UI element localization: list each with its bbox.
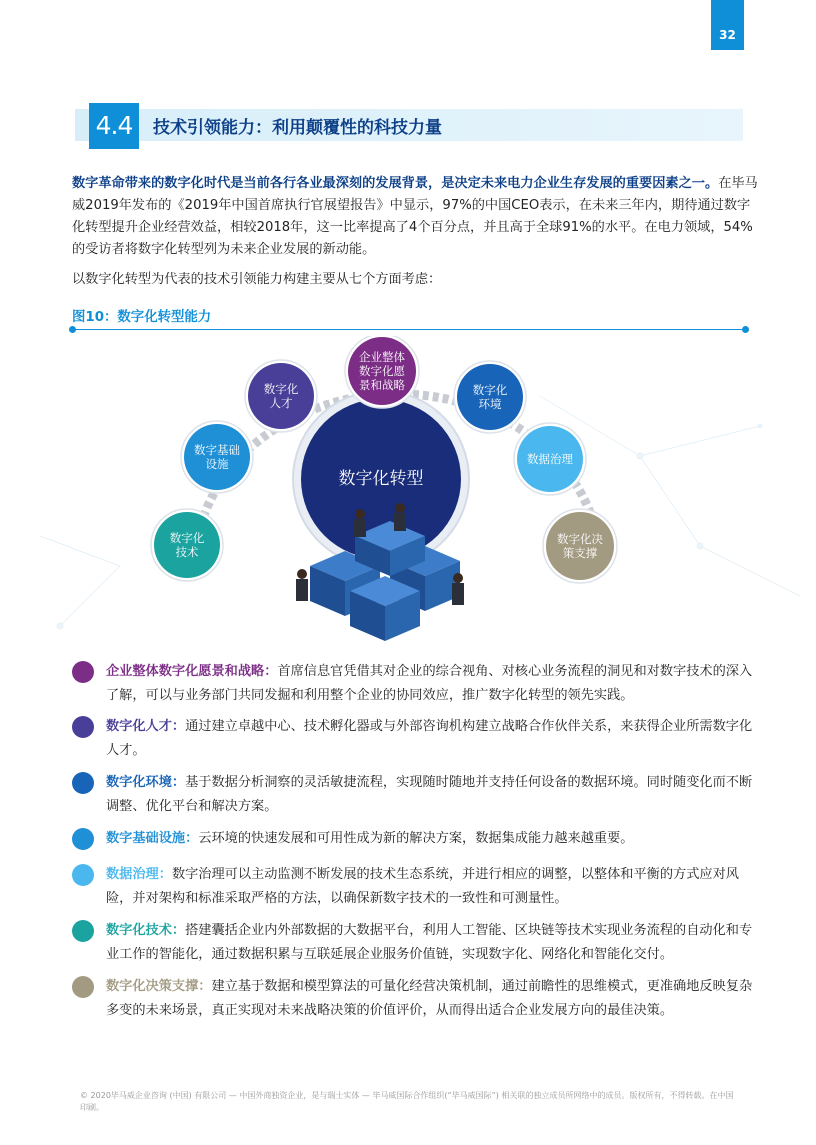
figure-rule: [72, 329, 746, 330]
capability-item-term: 数字化技术：: [106, 923, 186, 938]
capability-item: [72, 660, 762, 708]
capability-item-text: [106, 660, 762, 708]
capability-item-term: 数据治理：: [106, 867, 172, 882]
capability-item: [72, 975, 762, 1023]
capability-item: [72, 771, 762, 819]
capability-item-description: 搭建囊括企业内外部数据的大数据平台，利用人工智能、区块链等技术实现业务流程的自动化和专业工作的智能化，通过数据积累与互联延展企业服务价值链，实现数字化、网络化和智能化交付。: [106, 923, 753, 962]
capability-item-term: 企业整体数字化愿景和战略：: [106, 664, 278, 679]
capability-item: [72, 827, 762, 851]
capability-item: [72, 715, 762, 763]
capability-item-description: 通过建立卓越中心、技术孵化器或与外部咨询机构建立战略合作伙伴关系，来获得企业所需数字化人才。: [106, 719, 753, 758]
capability-item-text: [106, 771, 762, 819]
capability-node-label: 技术: [175, 545, 199, 559]
capability-item: [72, 919, 762, 967]
capability-item-text: [106, 715, 762, 763]
capability-node-label: 数字化: [472, 383, 508, 397]
capability-node-label: 数字化: [263, 382, 299, 396]
capability-node-label: 策支撑: [562, 546, 598, 560]
bullet-dot-icon: [72, 976, 94, 998]
capability-node-label: 数据治理: [527, 452, 573, 466]
capability-node: [454, 361, 526, 433]
bullet-dot-icon: [72, 661, 94, 683]
figure-rule-dot-right: [742, 326, 749, 333]
capability-node-label: 环境: [478, 397, 502, 411]
digital-transformation-diagram: [0, 336, 816, 646]
section-number: 4.4: [89, 103, 139, 149]
capability-node-label: 数字化决: [557, 532, 603, 546]
bullet-dot-icon: [72, 828, 94, 850]
capability-node: [181, 421, 253, 493]
bullet-dot-icon: [72, 716, 94, 738]
capability-node-label: 企业整体: [359, 350, 405, 364]
capability-item-text: [106, 919, 762, 967]
capability-node: [245, 360, 317, 432]
page-number: 32: [711, 0, 744, 50]
capability-node: [345, 336, 419, 408]
copyright-footer: © 2020毕马威企业咨询 (中国) 有限公司 — 中国外商独资企业，是与瑞士实体 — 毕马威国际合作组织(“毕马威国际”) 相关联的独立成员所网络中的成员。版权所有，不得转载。在中国印刷。: [80, 1091, 734, 1112]
bullet-dot-icon: [72, 920, 94, 942]
intro-line2: 以数字化转型为代表的技术引领能力构建主要从七个方面考虑：: [72, 272, 442, 287]
capability-item-text: [106, 827, 634, 851]
figure-label: 图10：数字化转型能力: [72, 310, 212, 325]
capability-item-term: 数字化人才：: [106, 719, 186, 734]
intro-paragraph: [72, 173, 762, 261]
capability-item-term: 数字化决策支撑：: [106, 979, 212, 994]
capability-item-text: [106, 975, 762, 1023]
intro-body: 在毕马威2019年发布的《2019年中国首席执行官展望报告》中显示，97%的中国CEO表示，在未来三年内，期待通过数字化转型提升企业经营效益，相较2018年，这一比率提高了4个百分点，并且高于全球91%的水平。在电力领域，54%的受访者将数字化转型列为未来企业发展的新动能。: [72, 176, 758, 257]
capability-node-label: 设施: [205, 457, 229, 471]
capability-node-label: 人才: [269, 396, 293, 410]
capability-item-description: 首席信息官凭借其对企业的综合视角、对核心业务流程的洞见和对数字技术的深入了解，可以与业务部门共同发掘和利用整个企业的协同效应，推广数字化转型的领先实践。: [106, 664, 753, 703]
center-label: 数字化转型: [338, 469, 424, 489]
capability-node: [543, 509, 617, 583]
bullet-dot-icon: [72, 864, 94, 886]
capability-item-text: [106, 863, 762, 911]
capability-item-term: 数字化环境：: [106, 775, 186, 790]
section-title: 技术引领能力：利用颠覆性的科技力量: [153, 118, 442, 138]
capability-item: [72, 863, 762, 911]
capability-node-label: 景和战略: [359, 378, 405, 392]
bullet-dot-icon: [72, 772, 94, 794]
capability-node: [151, 509, 223, 581]
capability-item-description: 基于数据分析洞察的灵活敏捷流程，实现随时随地并支持任何设备的数据环境。同时随变化而不断调整、优化平台和解决方案。: [106, 775, 753, 814]
intro-lead: 数字革命带来的数字化时代是当前各行各业最深刻的发展背景，是决定未来电力企业生存发展的重要因素之一。: [72, 176, 719, 191]
capability-item-description: 建立基于数据和模型算法的可量化经营决策机制，通过前瞻性的思维模式，更准确地反映复杂多变的未来场景，真正实现对未来战略决策的价值评价，从而得出适合企业发展方向的最佳决策。: [106, 979, 753, 1018]
capability-node-label: 数字化愿: [359, 364, 405, 378]
capability-item-term: 数字基础设施：: [106, 831, 199, 846]
capability-item-description: 数字治理可以主动监测不断发展的技术生态系统，并进行相应的调整，以整体和平衡的方式应对风险，并对架构和标准采取严格的方法，以确保新数字技术的一致性和可测量性。: [106, 867, 739, 906]
capability-node: [514, 423, 586, 495]
capability-node-label: 数字基础: [194, 443, 240, 457]
capability-item-description: 云环境的快速发展和可用性成为新的解决方案，数据集成能力越来越重要。: [198, 831, 634, 846]
capability-node-label: 数字化: [169, 531, 205, 545]
